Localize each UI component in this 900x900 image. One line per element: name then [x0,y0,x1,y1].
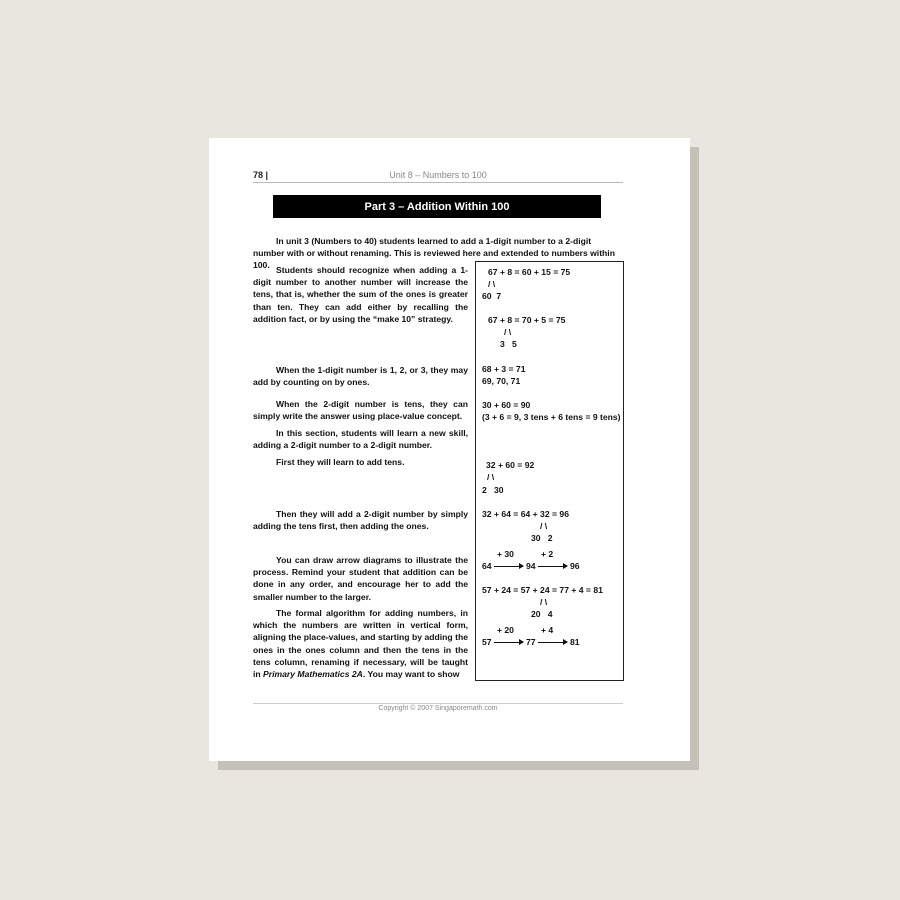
paragraph-recognize: Students should recognize when adding a 1-digit number to another number will increase the tens, that is, whether the sum of the ones is greater than ten. They can add either by recalling the addition fact, or by using the “make 10” strategy. [253,265,468,324]
arrow-1a [494,566,523,567]
paragraph-tens: When the 2-digit number is tens, they can simply write the answer using place-value concept. [253,399,468,422]
paragraph-arrow-diagrams: You can draw arrow diagrams to illustrate the process. Remind your student that addition can be done in any order, and encourage her to add the smaller number to the larger. [253,555,468,602]
paragraph-add-tens: First they will learn to add tens. [276,457,405,467]
math-parts-1: 60 7 [482,291,502,301]
arrow-mid-2: 77 [526,637,536,647]
math-example-7: 57 + 24 = 57 + 24 = 77 + 4 = 81 [482,585,603,595]
math-example-2: 67 + 8 = 70 + 5 = 75 [488,315,566,325]
footer-rule [253,703,623,704]
arrow-label-2a: + 20 [497,625,514,635]
algorithm-text-a: The formal algorithm for adding numbers, in which the numbers are written in vertical form, aligning the place-values, and starting by adding the ones in the ones column and then the tens in the tens column, renaming if necessary, will be taught in [253,608,468,680]
math-example-1: 67 + 8 = 60 + 15 = 75 [488,267,571,277]
paragraph-new-skill: In this section, students will learn a new skill, adding a 2-digit number to a 2-digit number. [253,428,468,451]
document-page [209,138,690,761]
running-header: Unit 8 – Numbers to 100 [389,170,487,180]
math-example-3: 68 + 3 = 71 [482,364,526,374]
arrow-label-1b: + 2 [541,549,554,559]
paragraph-formal-algorithm [253,607,468,680]
intro-paragraph: In unit 3 (Numbers to 40) students learned to add a 1-digit number to a 2-digit number with or without renaming. This is reviewed here and extended to numbers within 100. [253,236,615,270]
section-title [273,195,601,218]
math-example-6: 32 + 64 = 64 + 32 = 96 [482,509,569,519]
math-split-1: / \ [488,279,496,289]
section-title-text: Part 3 – Addition Within 100 [364,200,510,213]
math-parts-7: 20 4 [531,609,553,619]
arrow-label-1a: + 30 [497,549,514,559]
math-parts-2: 3 5 [500,339,517,349]
arrow-end-1: 96 [570,561,580,571]
page-number: 78 | [253,170,269,180]
header-rule [253,182,623,183]
arrow-start-2: 57 [482,637,492,647]
arrow-end-2: 81 [570,637,580,647]
arrow-2b [538,642,567,643]
math-split-5: / \ [487,472,495,482]
book-title: Primary Mathematics 2A [263,669,363,680]
algorithm-text-b: . You may want to show [362,669,460,680]
arrow-mid-1: 94 [526,561,536,571]
arrow-start-1: 64 [482,561,492,571]
copyright-footer: Copyright © 2007 Singaporemath.com [378,705,498,712]
arrow-1b [538,566,567,567]
math-parts-6: 30 2 [531,533,553,543]
math-split-7: / \ [540,597,548,607]
math-parts-5: 2 30 [482,485,504,495]
arrow-label-2b: + 4 [541,625,554,635]
paragraph-tens-then-ones: Then they will add a 2-digit number by simply adding the tens first, then adding the ones. [253,509,468,532]
math-example-5: 32 + 60 = 92 [486,460,535,470]
math-count-on: 69, 70, 71 [482,376,521,386]
paragraph-count-on: When the 1-digit number is 1, 2, or 3, they may add by counting on by ones. [253,365,468,388]
math-note-4: (3 + 6 = 9, 3 tens + 6 tens = 9 tens) [482,412,621,422]
math-split-6: / \ [540,521,548,531]
math-example-4: 30 + 60 = 90 [482,400,531,410]
arrow-2a [494,642,523,643]
math-split-2: / \ [504,327,512,337]
